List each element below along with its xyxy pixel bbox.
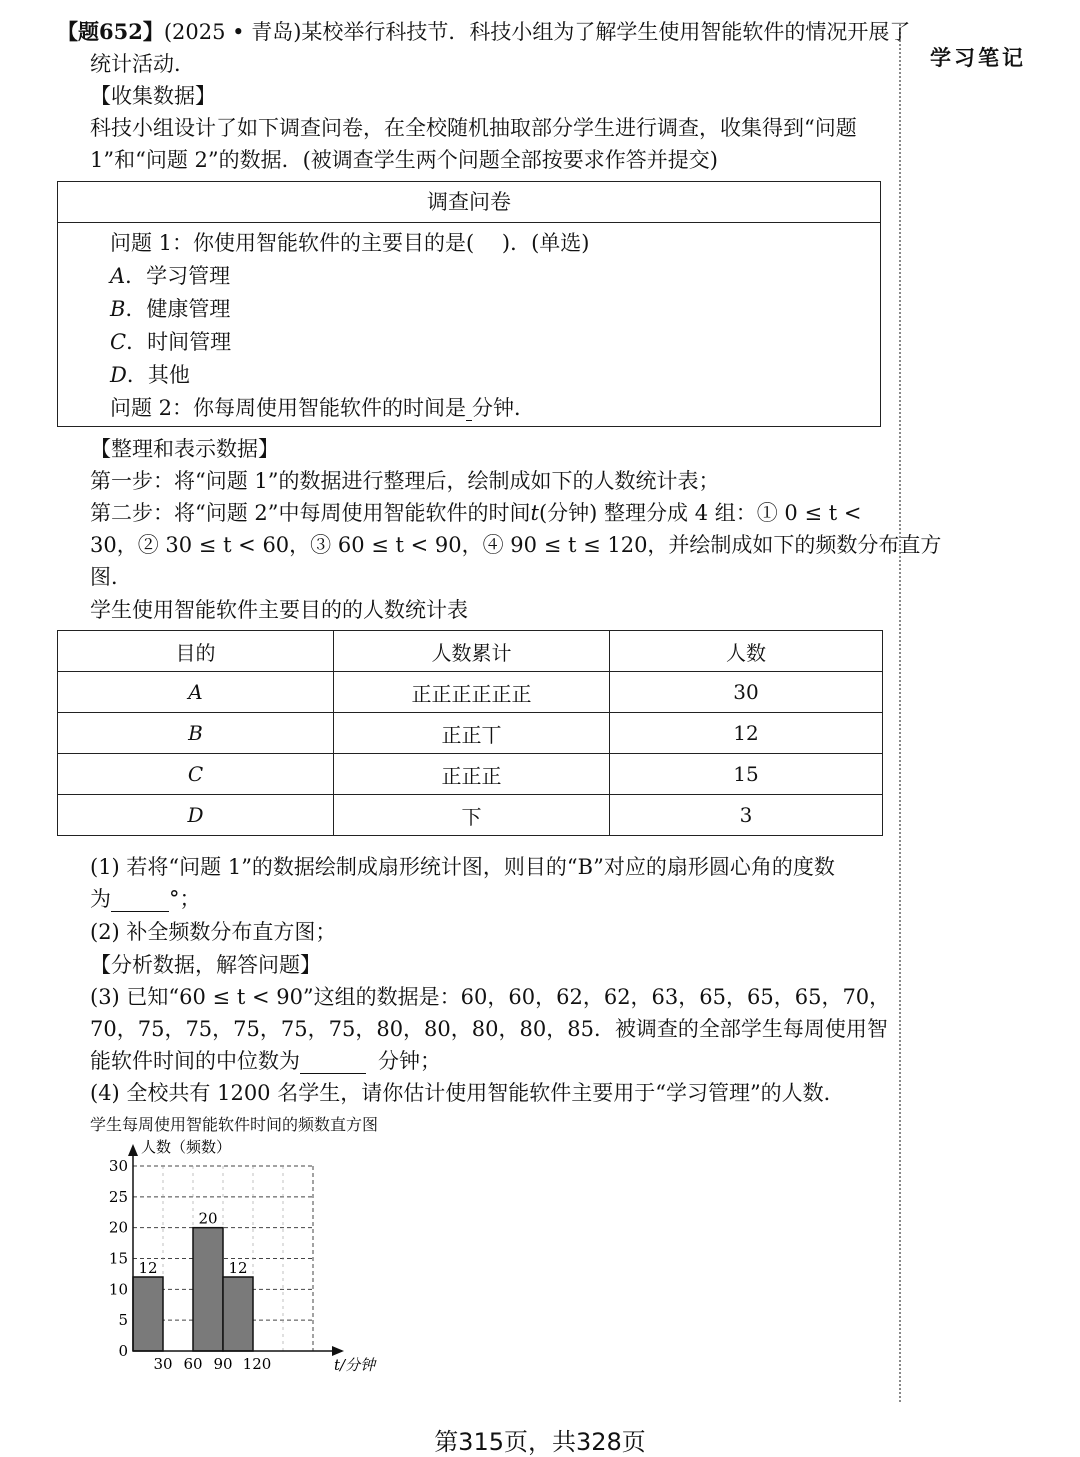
table-cell-purpose: C: [58, 754, 334, 795]
organize-step2-line3: 图．: [90, 565, 132, 589]
question-4: (4) 全校共有 1200 名学生，请你估计使用智能软件主要用于“学习管理”的人数．: [90, 1081, 845, 1105]
problem-number: 【题652】: [57, 19, 164, 44]
table-header-tally: 人数累计: [334, 631, 610, 672]
question-1-line1: (1) 若将“问题 1”的数据绘制成扇形统计图，则目的“B”对应的扇形圆心角的度数: [90, 855, 835, 879]
organize-step2-line2: 30，② 30 ≤ t < 60，③ 60 ≤ t < 90，④ 90 ≤ t ≤ 120，并绘制成如下的频数分布直方: [90, 533, 942, 557]
histogram-bar: [133, 1277, 163, 1351]
table-cell-purpose: B: [58, 713, 334, 754]
table-cell-purpose: D: [58, 795, 334, 836]
collect-line2: 1”和“问题 2”的数据．(被调查学生两个问题全部按要求作答并提交): [90, 148, 718, 172]
section-analysis-header: 【分析数据，解答问题】: [90, 953, 321, 977]
option-letter: D: [110, 363, 127, 387]
y-tick-label: 20: [108, 1218, 128, 1237]
y-tick-label: 0: [118, 1342, 128, 1360]
x-tick-label: 120: [242, 1355, 272, 1373]
table-cell-count: 15: [610, 754, 883, 795]
table-cell-purpose: A: [58, 672, 334, 713]
table-cell-tally: 正正正正正正: [334, 672, 610, 713]
histogram-title: 学生每周使用智能软件时间的频数直方图: [90, 1115, 379, 1134]
y-tick-label: 5: [118, 1311, 128, 1330]
table-caption: 学生使用智能软件主要目的的人数统计表: [90, 598, 468, 622]
questionnaire-title: 调查问卷: [58, 182, 880, 223]
option-text: ．时间管理: [126, 330, 232, 354]
table-header-purpose: 目的: [58, 631, 334, 672]
x-axis-label: t/分钟: [334, 1356, 376, 1374]
questionnaire-q1: 问题 1：你使用智能软件的主要目的是( )．(单选): [110, 231, 590, 255]
option-text: ．学习管理: [125, 264, 231, 288]
page-footer: 第315页，共328页: [434, 1428, 646, 1456]
study-notes-title: 学习笔记: [930, 45, 1026, 70]
option-letter: C: [110, 330, 127, 354]
question-3-line2: 70，75，75，75，75，75，80，80，80，80，85．被调查的全部学生每周使用智: [90, 1017, 888, 1041]
q1-text-a: 为: [90, 887, 111, 911]
y-axis-arrow-icon: [128, 1144, 138, 1156]
organize-step1: 第一步：将“问题 1”的数据进行整理后，绘制成如下的人数统计表；: [90, 469, 720, 493]
histogram-bar: [223, 1277, 253, 1351]
y-tick-label: 10: [108, 1280, 128, 1299]
table-cell-count: 12: [610, 713, 883, 754]
table-cell-tally: 正正正: [334, 754, 610, 795]
q3-text-b: 分钟；: [378, 1049, 441, 1073]
option-text: ．其他: [126, 363, 190, 387]
problem-intro-text: 某校举行科技节．科技小组为了解学生使用智能软件的情况开展了: [301, 20, 911, 44]
step2-text-a: 第二步：将“问题 2”中每周使用智能软件的时间: [90, 501, 531, 525]
option-letter: B: [110, 297, 126, 321]
problem-source: (2025 • 青岛): [163, 20, 302, 44]
section-collect-header: 【收集数据】: [90, 84, 216, 108]
question-3-line1: (3) 已知“60 ≤ t < 90”这组的数据是：60，60，62，62，63，65，65，65，70，: [90, 985, 891, 1009]
y-tick-label: 25: [108, 1187, 128, 1206]
bar-value-label: 20: [198, 1209, 218, 1228]
option-letter: A: [110, 264, 126, 288]
question-2: (2) 补全频数分布直方图；: [90, 920, 337, 944]
x-tick-label: 60: [183, 1355, 203, 1373]
problem-intro-line2: 统计活动．: [90, 52, 195, 76]
y-axis-label: 人数（频数）: [141, 1138, 232, 1156]
table-cell-count: 3: [610, 795, 883, 836]
section-organize-header: 【整理和表示数据】: [90, 437, 279, 461]
histogram-bar: [193, 1228, 223, 1351]
table-cell-tally: 正正丅: [334, 713, 610, 754]
q2-text-before: 问题 2：你每周使用智能软件的时间是: [110, 396, 467, 420]
y-tick-label: 15: [108, 1249, 128, 1268]
q3-text-a: 能软件时间的中位数为: [90, 1049, 300, 1073]
q2-text-after: 分钟．: [472, 396, 536, 420]
x-tick-label: 30: [153, 1355, 173, 1373]
collect-line1: 科技小组设计了如下调查问卷，在全校随机抽取部分学生进行调查，收集得到“问题: [90, 116, 857, 140]
step2-text-b: (分钟) 整理分成 4 组：① 0 ≤ t <: [538, 501, 862, 525]
option-text: ．健康管理: [125, 297, 231, 321]
bar-value-label: 12: [138, 1259, 158, 1277]
table-header-count: 人数: [610, 631, 883, 672]
q1-text-b: °；: [169, 887, 201, 911]
x-axis-arrow-icon: [332, 1346, 344, 1356]
bar-value-label: 12: [228, 1259, 248, 1277]
table-cell-tally: 下: [334, 795, 610, 836]
step2-var: t: [530, 501, 539, 525]
x-tick-label: 90: [213, 1355, 233, 1373]
table-cell-count: 30: [610, 672, 883, 713]
y-tick-label: 30: [108, 1157, 128, 1175]
